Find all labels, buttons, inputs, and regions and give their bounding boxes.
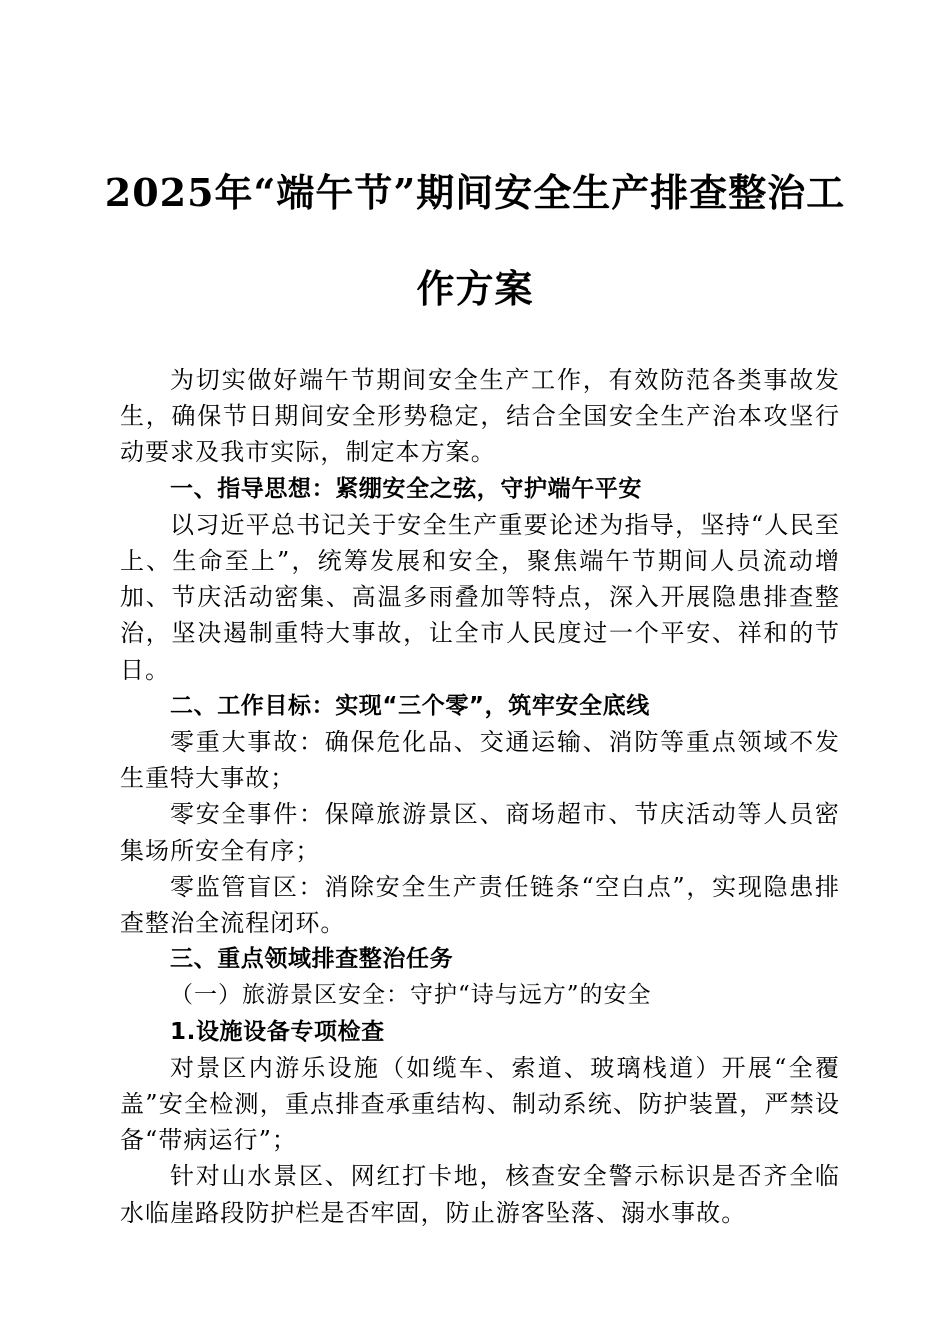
document-title-line-1: 2025年“端午节”期间安全生产排查整治工 [104,170,846,215]
section-1-paragraph: 以习近平总书记关于安全生产重要论述为指导，坚持“人民至上、生命至上”，统筹发展和安全，聚焦端午节期间人员流动增加、节庆活动密集、高温多雨叠加等特点，深入开展隐患排查整治，坚决遏制重特大事故，让全市人民度过一个平安、祥和的节日。 [120,510,840,684]
subsection-1-heading: （一）旅游景区安全：守护“诗与远方”的安全 [170,982,652,1009]
item-1-paragraph-2: 针对山水景区、网红打卡地，核查安全警示标识是否齐全临水临崖路段防护栏是否牢固，防止游客坠落、溺水事故。 [120,1162,840,1227]
section-1-heading: 一、指导思想：紧绷安全之弦，守护端午平安 [170,475,642,502]
section-3-heading: 三、重点领域排查整治任务 [170,946,454,973]
goal-1-paragraph: 零重大事故：确保危化品、交通运输、消防等重点领域不发生重特大事故； [120,728,840,793]
goal-3-paragraph: 零监管盲区：消除安全生产责任链条“空白点”，实现隐患排查整治全流程闭环。 [120,872,840,938]
intro-paragraph: 为切实做好端午节期间安全生产工作，有效防范各类事故发生，确保节日期间安全形势稳定，结合全国安全生产治本攻坚行动要求及我市实际，制定本方案。 [120,366,840,467]
goal-2-paragraph: 零安全事件：保障旅游景区、商场超市、节庆活动等人员密集场所安全有序； [120,800,840,865]
item-1-heading: 1.设施设备专项检查 [170,1018,385,1045]
section-2-heading: 二、工作目标：实现“三个零”，筑牢安全底线 [170,692,650,719]
document-body [120,362,840,1231]
item-1-paragraph-1: 对景区内游乐设施（如缆车、索道、玻璃栈道）开展“全覆盖”安全检测，重点排查承重结构、制动系统、防护装置，严禁设备“带病运行”； [120,1053,840,1155]
document-title-line-2: 作方案 [416,266,534,311]
